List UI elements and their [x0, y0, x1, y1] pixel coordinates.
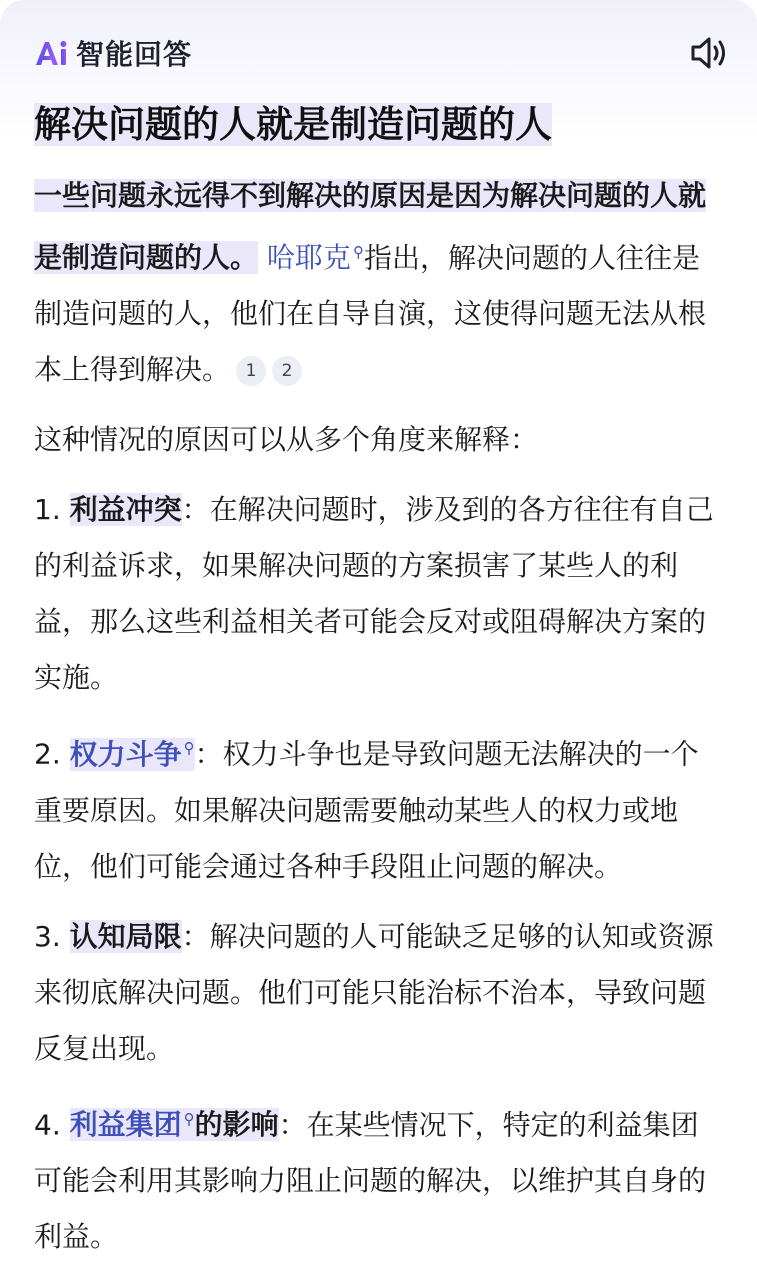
- lead-paragraph: 这种情况的原因可以从多个角度来解释：: [34, 423, 539, 457]
- item-text: ：权力斗争也是导致问题无法解决的一个重要原因。如果解决问题需要触动某些人的权力或地位，他们可能会通过各种手段阻止问题的解决。: [34, 737, 699, 883]
- item-term-text: 权力斗争: [69, 737, 182, 771]
- answer-title: [34, 96, 714, 154]
- item-number: 2.: [34, 737, 61, 771]
- card-header: [34, 30, 731, 76]
- answer-content: [34, 96, 714, 1279]
- intro-link-hayek[interactable]: [267, 241, 364, 274]
- brand: [34, 33, 192, 73]
- brand-title: 智能回答: [76, 38, 193, 71]
- list-item: [34, 909, 714, 1077]
- item-text: ：在解决问题时，涉及到的各方往往有自己的利益诉求，如果解决问题的方案损害了某些人的利益，那么这些利益相关者可能会反对或阻碍解决方案的实施。: [34, 493, 714, 695]
- reference-badge-2[interactable]: 2: [272, 356, 302, 386]
- item-term-text: 利益集团: [69, 1107, 182, 1141]
- item-number: 3.: [34, 919, 61, 953]
- list-item: [34, 720, 714, 894]
- search-icon: ⚲: [183, 739, 195, 758]
- ai-logo-icon: [34, 39, 70, 67]
- intro-paragraph: [34, 168, 714, 398]
- search-icon: ⚲: [183, 1109, 195, 1128]
- item-term-link[interactable]: [70, 1108, 195, 1141]
- intro-link-text: 哈耶克: [266, 241, 351, 275]
- reference-badge-1[interactable]: 1: [236, 356, 266, 386]
- item-term: 认知局限: [69, 919, 182, 953]
- list-item: [34, 1091, 714, 1265]
- item-number: 4.: [34, 1107, 61, 1141]
- intro-bold: 一些问题永远得不到解决的原因是因为解决问题的人就是制造问题的人。: [34, 179, 707, 275]
- search-icon: ⚲: [352, 243, 364, 261]
- intro-rest: 指出，解决问题的人往往是制造问题的人，他们在自导自演，这使得问题无法从根本上得到解决。: [34, 241, 707, 387]
- item-term-suffix: 的影响: [194, 1107, 279, 1141]
- item-text: ：解决问题的人可能缺乏足够的认知或资源来彻底解决问题。他们可能只能治标不治本，导致问题反复出现。: [34, 919, 714, 1065]
- item-term-group: [70, 1108, 279, 1141]
- speaker-icon[interactable]: [687, 31, 731, 75]
- item-term-link[interactable]: [70, 738, 195, 771]
- item-number: 1.: [34, 493, 61, 527]
- item-text: ：在某些情况下，特定的利益集团可能会利用其影响力阻止问题的解决，以维护其自身的利益。: [34, 1107, 707, 1253]
- list-item: [34, 482, 714, 706]
- item-term: 利益冲突: [69, 493, 182, 527]
- answer-title-text: 解决问题的人就是制造问题的人: [34, 103, 552, 146]
